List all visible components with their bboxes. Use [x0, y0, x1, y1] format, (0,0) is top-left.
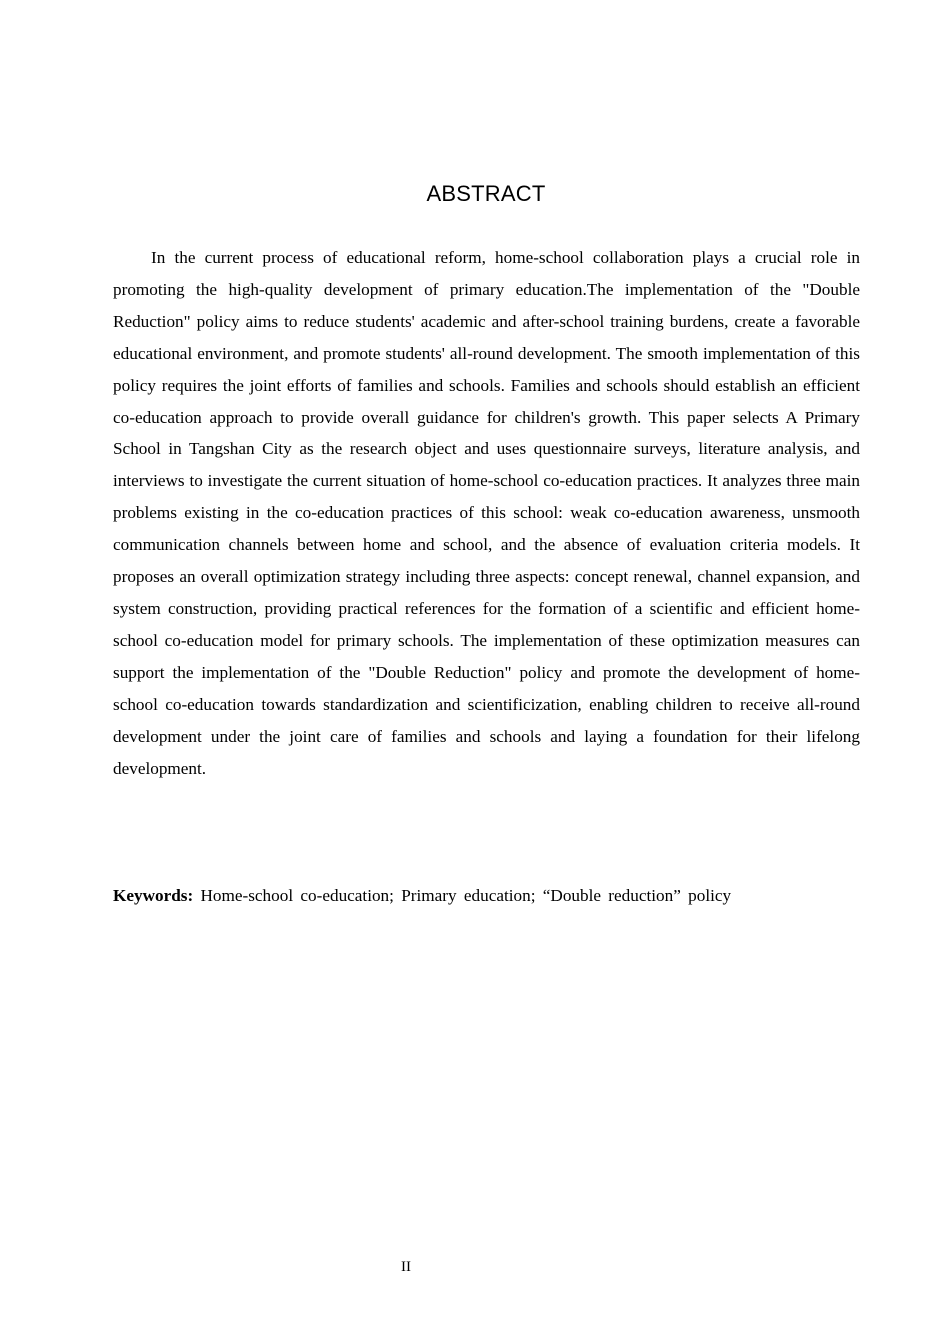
keywords-label: Keywords:: [113, 886, 194, 905]
abstract-title: ABSTRACT: [426, 181, 546, 206]
abstract-body: In the current process of educational reform, home-school collaboration plays a crucial role in promoting the high-quality development of primary education.The implementation of the "Double Reduction" policy aims to reduce students' academic and after-school training burdens, create a favorable educational environment, and promote students' all-round development. The smooth implementation of this policy requires the joint efforts of families and schools. Families and schools should establish an efficient co-education approach to provide overall guidance for children's growth. This paper selects A Primary School in Tangshan City as the research object and uses questionnaire surveys, literature analysis, and interviews to investigate the current situation of home-school co-education practices. It analyzes three main problems existing in the co-education practices of this school: weak co-education awareness, unsmooth communication channels between home and school, and the absence of evaluation criteria models. It proposes an overall optimization strategy including three aspects: concept renewal, channel expansion, and system construction, providing practical references for the formation of a scientific and efficient home-school co-education model for primary schools. The implementation of these optimization measures can support the implementation of the "Double Reduction" policy and promote the development of home-school co-education towards standardization and scientificization, enabling children to receive all-round development under the joint care of families and schools and laying a foundation for their lifelong development.: [113, 248, 860, 778]
page-number: II: [401, 1259, 411, 1275]
keywords-line: [113, 880, 873, 912]
keywords-text: Home-school co-education; Primary education; “Double reduction” policy: [193, 886, 732, 905]
